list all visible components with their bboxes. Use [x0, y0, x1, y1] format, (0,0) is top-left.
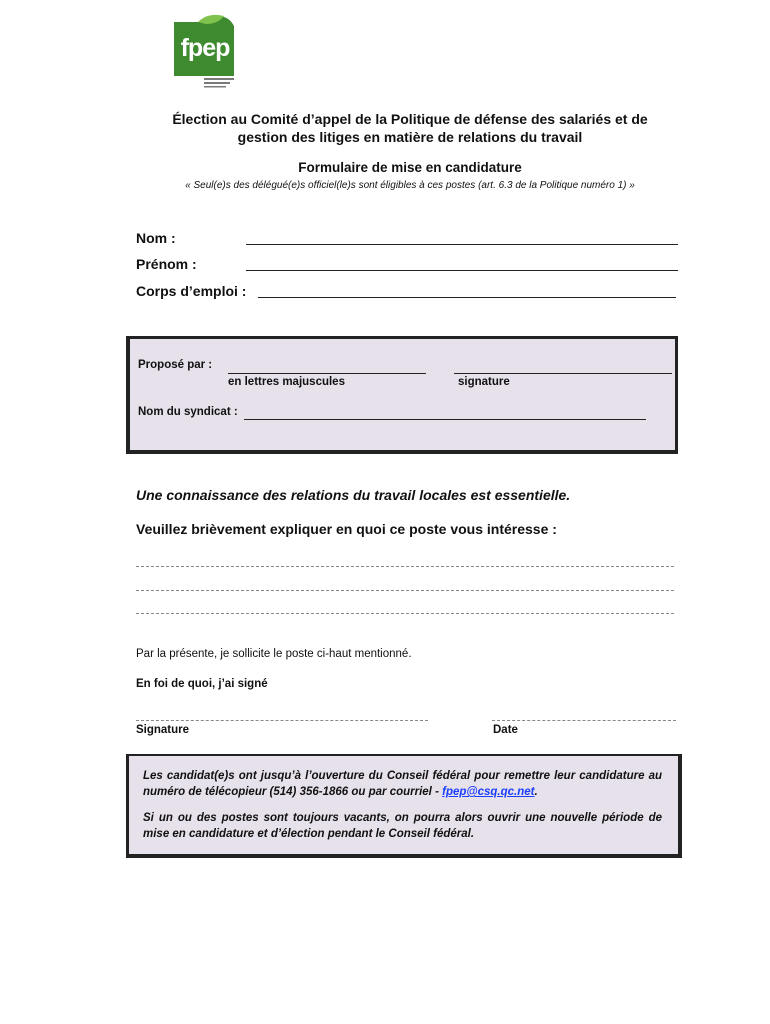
nom-field[interactable]: [246, 244, 678, 245]
answer-line[interactable]: [136, 566, 674, 567]
vacancy-paragraph: Si un ou des postes sont toujours vacants, on pourra alors ouvrir une nouvelle période de mise en candidature et d’élection pendant le Conseil fédéral.: [143, 812, 662, 840]
deadline-paragraph: [143, 768, 662, 800]
proposal-box: [126, 336, 678, 454]
interest-question: Veuillez brièvement expliquer en quoi ce poste vous intéresse :: [136, 521, 557, 537]
nom-label: Nom :: [136, 230, 176, 246]
deadline-end: .: [534, 786, 538, 798]
prenom-label: Prénom :: [136, 256, 197, 272]
fpep-logo: [168, 12, 240, 88]
corps-emploi-field[interactable]: [258, 297, 676, 298]
corps-emploi-label: Corps d’emploi :: [136, 283, 247, 299]
propose-par-label: Proposé par :: [138, 359, 213, 371]
date-field[interactable]: [492, 720, 676, 721]
date-label: Date: [493, 724, 518, 736]
info-box: [126, 754, 682, 858]
signature-caption: signature: [458, 376, 510, 388]
email-link[interactable]: fpep@csq.qc.net: [442, 786, 535, 798]
majuscules-caption: en lettres majuscules: [228, 376, 345, 388]
form-subtitle: Formulaire de mise en candidature: [298, 160, 522, 175]
sollicite-text: Par la présente, je sollicite le poste ci-haut mentionné.: [136, 648, 412, 660]
answer-line[interactable]: [136, 613, 674, 614]
title-line-1: Élection au Comité d’appel de la Politique de défense des salariés et de: [172, 111, 648, 127]
en-foi-text: En foi de quoi, j’ai signé: [136, 678, 268, 690]
signature-field[interactable]: [136, 720, 428, 721]
form-title: [120, 110, 700, 146]
answer-line[interactable]: [136, 590, 674, 591]
eligibility-note: « Seul(e)s des délégué(e)s officiel(le)s sont éligibles à ces postes (art. 6.3 de la Politique numéro 1) »: [185, 180, 635, 191]
propose-par-signature-field[interactable]: [454, 373, 672, 374]
knowledge-heading: Une connaissance des relations du travail locales est essentielle.: [136, 487, 571, 503]
deadline-text: Les candidat(e)s ont jusqu’à l’ouverture du Conseil fédéral pour remettre leur candidature au numéro de télécopieur (514) 356-1866 ou par courriel -: [143, 770, 662, 798]
prenom-field[interactable]: [246, 270, 678, 271]
syndicat-label: Nom du syndicat :: [138, 406, 238, 418]
signature-label: Signature: [136, 724, 190, 736]
title-line-2: gestion des litiges en matière de relations du travail: [237, 129, 583, 145]
propose-par-name-field[interactable]: [228, 373, 426, 374]
logo-text: fpep: [180, 34, 230, 62]
syndicat-field[interactable]: [244, 419, 646, 420]
